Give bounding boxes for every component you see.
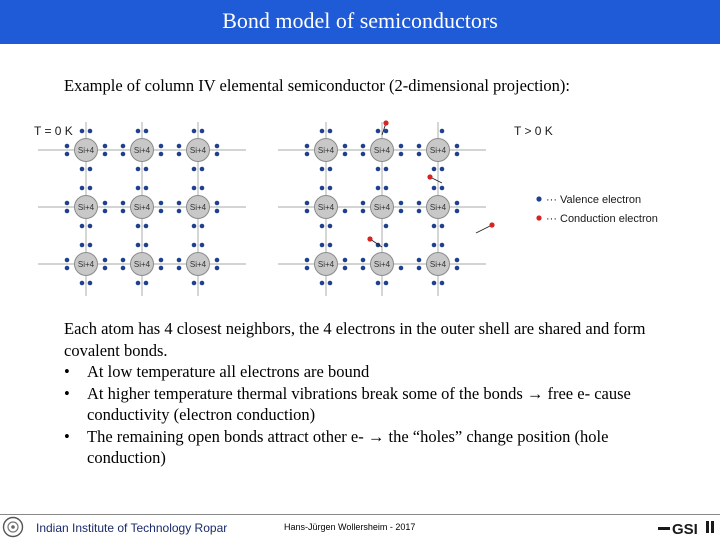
valence-electron — [159, 152, 164, 157]
intro-paragraph: Each atom has 4 closest neighbors, the 4 electrons in the outer shell are shared and form covalent bonds. — [64, 319, 646, 360]
valence-electron — [103, 258, 108, 263]
valence-electron — [177, 152, 182, 157]
valence-electron — [320, 281, 325, 286]
valence-electron — [455, 201, 460, 206]
bullet-marker: • — [64, 383, 70, 403]
valence-electron — [144, 129, 149, 134]
valence-electron — [384, 281, 389, 286]
valence-electron — [103, 201, 108, 206]
valence-electron — [88, 224, 93, 229]
valence-electron — [65, 258, 70, 263]
valence-electron — [417, 152, 422, 157]
legend-valence-marker — [536, 196, 541, 201]
si-atom-label: Si+4 — [317, 260, 335, 269]
valence-electron — [88, 186, 93, 191]
bullet-marker: • — [64, 426, 70, 446]
valence-electron — [192, 167, 197, 172]
valence-electron — [80, 186, 85, 191]
valence-electron — [417, 209, 422, 214]
valence-electron — [384, 167, 389, 172]
valence-electron — [376, 186, 381, 191]
valence-electron — [399, 201, 404, 206]
valence-electron — [215, 266, 220, 271]
lattice-diagram — [30, 115, 690, 305]
valence-electron — [305, 209, 310, 214]
footer-divider — [0, 514, 720, 515]
valence-electron — [121, 201, 126, 206]
legend — [536, 194, 657, 225]
valence-electron — [200, 281, 205, 286]
valence-electron — [192, 281, 197, 286]
institute-logo — [2, 516, 24, 538]
valence-electron — [200, 224, 205, 229]
valence-electron — [136, 243, 141, 248]
si-atom-label: Si+4 — [133, 260, 151, 269]
valence-electron — [361, 266, 366, 271]
valence-electron — [384, 224, 389, 229]
valence-electron — [399, 266, 404, 271]
si-atom-label: Si+4 — [189, 203, 207, 212]
valence-electron — [177, 144, 182, 149]
valence-electron — [144, 224, 149, 229]
bullet-text: At higher temperature thermal vibrations break some of the bonds → free e- cause conductivity (electron conduction) — [87, 383, 631, 424]
valence-electron — [384, 186, 389, 191]
valence-electron — [361, 258, 366, 263]
valence-electron — [328, 129, 333, 134]
legend-conduction-label: Conduction electron — [560, 213, 658, 225]
valence-electron — [417, 144, 422, 149]
valence-electron — [65, 144, 70, 149]
valence-electron — [136, 281, 141, 286]
valence-electron — [121, 266, 126, 271]
valence-electron — [121, 144, 126, 149]
valence-electron — [136, 129, 141, 134]
valence-electron — [80, 167, 85, 172]
valence-electron — [328, 243, 333, 248]
valence-electron — [177, 201, 182, 206]
bullet-text: At low temperature all electrons are bound — [87, 362, 370, 381]
valence-electron — [455, 209, 460, 214]
atoms — [75, 139, 450, 276]
valence-electron — [80, 243, 85, 248]
conduction-electron — [427, 174, 432, 179]
si-atom-label: Si+4 — [317, 146, 335, 155]
valence-electron — [384, 129, 389, 134]
valence-electron — [384, 243, 389, 248]
valence-electron — [192, 224, 197, 229]
valence-electron — [215, 258, 220, 263]
valence-electron — [455, 144, 460, 149]
valence-electron — [80, 129, 85, 134]
valence-electron — [103, 266, 108, 271]
valence-electron — [455, 258, 460, 263]
valence-electron — [440, 281, 445, 286]
valence-electron — [88, 243, 93, 248]
label-t-zero: T = 0 K — [34, 124, 73, 138]
valence-electron — [440, 186, 445, 191]
si-atom-label: Si+4 — [373, 260, 391, 269]
valence-electron — [136, 186, 141, 191]
valence-electron — [417, 201, 422, 206]
valence-electron — [305, 201, 310, 206]
valence-electron — [440, 167, 445, 172]
valence-electron — [159, 144, 164, 149]
valence-electron — [121, 258, 126, 263]
conduction-electron — [489, 222, 494, 227]
label-t-positive: T > 0 K — [514, 124, 553, 138]
page-title: Bond model of semiconductors — [222, 8, 498, 33]
valence-electron — [177, 258, 182, 263]
valence-electron — [320, 186, 325, 191]
valence-electron — [399, 144, 404, 149]
valence-electron — [343, 258, 348, 263]
subtitle: Example of column IV elemental semiconductor (2-dimensional projection): — [64, 76, 571, 95]
valence-electron — [215, 209, 220, 214]
valence-electron — [328, 224, 333, 229]
valence-electron — [65, 201, 70, 206]
si-atom-label: Si+4 — [133, 146, 151, 155]
valence-electron — [136, 167, 141, 172]
valence-electron — [80, 224, 85, 229]
legend-conduction-marker — [536, 215, 541, 220]
valence-electron — [121, 209, 126, 214]
valence-electron — [417, 266, 422, 271]
valence-electron — [399, 209, 404, 214]
valence-electron — [320, 129, 325, 134]
footer-institution: Indian Institute of Technology Ropar — [36, 521, 228, 535]
valence-electron — [432, 167, 437, 172]
valence-electron — [361, 209, 366, 214]
gsi-logo-text: GSI — [672, 521, 698, 538]
gsi-logo — [658, 518, 716, 538]
si-atom-label: Si+4 — [133, 203, 151, 212]
si-atom-label: Si+4 — [77, 260, 95, 269]
valence-electron — [103, 209, 108, 214]
valence-electron — [440, 243, 445, 248]
motion-arrow — [476, 225, 492, 233]
valence-electron — [455, 266, 460, 271]
si-atom-label: Si+4 — [373, 203, 391, 212]
valence-electron — [417, 258, 422, 263]
valence-electron — [159, 201, 164, 206]
si-atom-label: Si+4 — [77, 146, 95, 155]
valence-electron — [215, 152, 220, 157]
valence-electron — [328, 186, 333, 191]
conduction-electron — [367, 236, 372, 241]
valence-electron — [103, 152, 108, 157]
valence-electron — [455, 152, 460, 157]
bullet-text: The remaining open bonds attract other e- → the “holes” change position (hole conduction) — [87, 426, 609, 467]
valence-electron — [88, 167, 93, 172]
valence-electron — [159, 209, 164, 214]
legend-valence-label: Valence electron — [560, 194, 642, 206]
bullet-item — [64, 383, 684, 426]
valence-electron — [192, 186, 197, 191]
valence-electron — [159, 266, 164, 271]
valence-electron — [305, 258, 310, 263]
bullet-marker: • — [64, 362, 70, 381]
valence-electron — [376, 129, 381, 134]
si-atom-label: Si+4 — [373, 146, 391, 155]
valence-electron — [432, 243, 437, 248]
valence-electron — [136, 224, 141, 229]
valence-electron — [200, 167, 205, 172]
valence-electron — [200, 129, 205, 134]
si-atom-label: Si+4 — [429, 260, 447, 269]
valence-electron — [361, 152, 366, 157]
valence-electron — [200, 186, 205, 191]
si-atom-label: Si+4 — [429, 146, 447, 155]
footer-author: Hans-Jürgen Wollersheim - 2017 — [284, 522, 416, 532]
valence-electron — [376, 281, 381, 286]
valence-electron — [361, 201, 366, 206]
si-atom-label: Si+4 — [317, 203, 335, 212]
legend-conduction-dots: ··· — [546, 213, 557, 225]
valence-electron — [192, 243, 197, 248]
valence-electron — [215, 201, 220, 206]
body-text — [64, 318, 684, 469]
bullet-item — [64, 426, 684, 469]
valence-electron — [88, 129, 93, 134]
bullet-item — [64, 361, 684, 383]
valence-electron — [440, 224, 445, 229]
valence-electron — [177, 266, 182, 271]
valence-electron — [320, 224, 325, 229]
valence-electron — [103, 144, 108, 149]
valence-electron — [88, 281, 93, 286]
valence-electron — [215, 144, 220, 149]
valence-electron — [361, 144, 366, 149]
valence-electron — [144, 281, 149, 286]
valence-electron — [328, 167, 333, 172]
valence-electron — [159, 258, 164, 263]
valence-electron — [432, 186, 437, 191]
valence-electron — [343, 266, 348, 271]
valence-electron — [200, 243, 205, 248]
valence-electron — [343, 144, 348, 149]
si-atom-label: Si+4 — [189, 260, 207, 269]
valence-electron — [144, 167, 149, 172]
valence-electron — [305, 266, 310, 271]
si-atom-label: Si+4 — [429, 203, 447, 212]
valence-electron — [80, 281, 85, 286]
valence-electron — [343, 209, 348, 214]
valence-electron — [192, 129, 197, 134]
valence-electron — [144, 186, 149, 191]
valence-electron — [305, 144, 310, 149]
legend-valence-dots: ··· — [546, 194, 557, 206]
si-atom-label: Si+4 — [189, 146, 207, 155]
valence-electron — [376, 167, 381, 172]
valence-electron — [432, 281, 437, 286]
valence-electron — [65, 152, 70, 157]
valence-electron — [343, 152, 348, 157]
valence-electron — [144, 243, 149, 248]
valence-electron — [440, 129, 445, 134]
valence-electron — [399, 152, 404, 157]
valence-electron — [320, 243, 325, 248]
conduction-electron — [383, 120, 388, 125]
valence-electron — [65, 209, 70, 214]
valence-electron — [305, 152, 310, 157]
bullet-list — [64, 361, 684, 469]
valence-electron — [432, 224, 437, 229]
si-atom-label: Si+4 — [77, 203, 95, 212]
valence-electron — [320, 167, 325, 172]
valence-electron — [177, 209, 182, 214]
valence-electron — [121, 152, 126, 157]
valence-electron — [65, 266, 70, 271]
valence-electron — [328, 281, 333, 286]
